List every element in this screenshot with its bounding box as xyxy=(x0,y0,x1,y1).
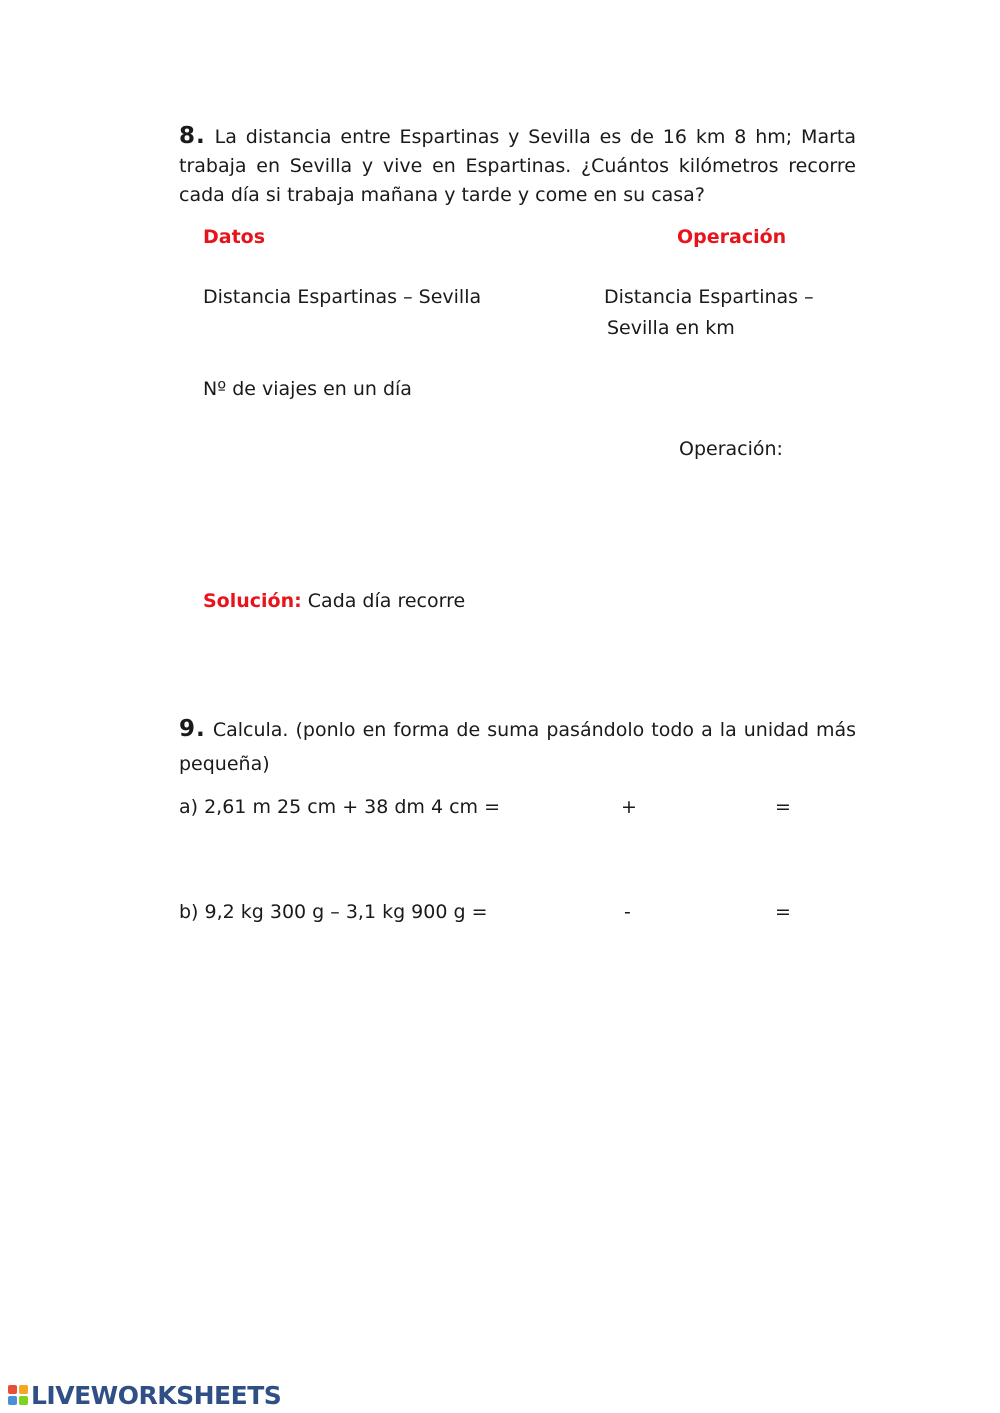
logo-square-4 xyxy=(19,1396,28,1405)
logo-square-1 xyxy=(8,1385,17,1394)
logo-icon xyxy=(8,1385,28,1405)
exercise-a-equals: = xyxy=(775,796,791,818)
question-9-number: 9. xyxy=(179,716,206,742)
operacion-header: Operación xyxy=(677,226,787,248)
question-9-statement xyxy=(179,712,856,781)
solucion-line xyxy=(203,590,465,612)
exercise-a-expression: a) 2,61 m 25 cm + 38 dm 4 cm = xyxy=(179,796,501,818)
exercise-b-minus: - xyxy=(624,901,631,923)
exercise-b-expression: b) 9,2 kg 300 g – 3,1 kg 900 g = xyxy=(179,901,488,923)
liveworksheets-logo xyxy=(8,1381,281,1409)
dato-viajes: Nº de viajes en un día xyxy=(203,378,412,400)
dato-distancia: Distancia Espartinas – Sevilla xyxy=(203,286,482,308)
operacion-label: Operación: xyxy=(679,438,783,460)
question-8-number: 8. xyxy=(179,123,206,149)
question-9-text: Calcula. (ponlo en forma de suma pasándolo todo a la unidad más pequeña) xyxy=(179,719,856,775)
exercise-b-equals: = xyxy=(775,901,791,923)
logo-square-2 xyxy=(19,1385,28,1394)
operacion-distancia-line2: Sevilla en km xyxy=(607,317,735,339)
logo-square-3 xyxy=(8,1396,17,1405)
datos-header: Datos xyxy=(203,226,266,248)
exercise-a-plus: + xyxy=(621,796,637,818)
brand-name: LIVEWORKSHEETS xyxy=(31,1380,282,1410)
solucion-label: Solución: xyxy=(203,590,302,612)
solucion-text: Cada día recorre xyxy=(307,590,466,612)
question-8-statement xyxy=(179,122,856,210)
operacion-distancia-line1: Distancia Espartinas – xyxy=(604,286,814,308)
question-8-text: La distancia entre Espartinas y Sevilla es de 16 km 8 hm; Marta trabaja en Sevilla y vive en Espartinas. ¿Cuántos kilómetros recorre cada día si trabaja mañana y tarde y come en su casa? xyxy=(179,126,856,206)
